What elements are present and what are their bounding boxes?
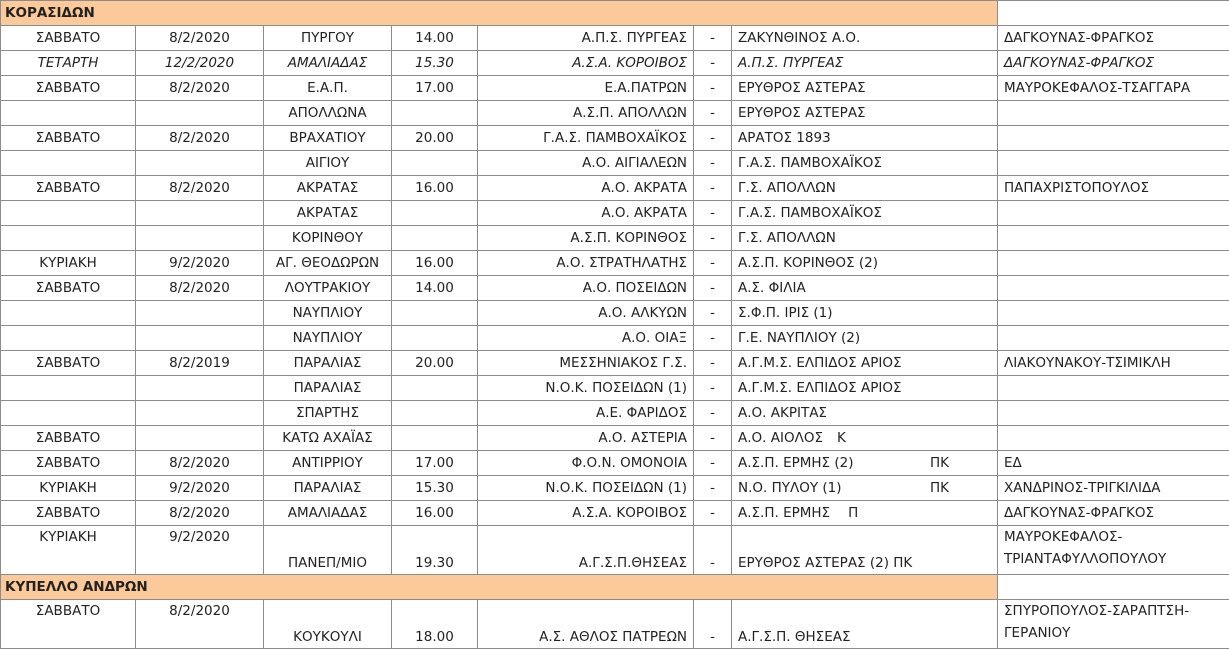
table-row: [1, 376, 1229, 401]
separator-cell: -: [694, 501, 732, 526]
date-cell: 12/2/2020: [136, 51, 264, 76]
day-cell: ΣΑΒΒΑΤΟ: [1, 426, 136, 451]
day-cell: ΣΑΒΒΑΤΟ: [1, 26, 136, 51]
away-team-cell: [732, 326, 998, 351]
date-cell: 8/2/2020: [136, 451, 264, 476]
venue-cell: ΠΥΡΓΟΥ: [264, 26, 392, 51]
date-cell: 8/2/2020: [136, 600, 264, 649]
away-team-cell: [732, 226, 998, 251]
table-row: [1, 251, 1229, 276]
time-cell: 17.00: [392, 76, 478, 101]
day-cell: ΣΑΒΒΑΤΟ: [1, 176, 136, 201]
time-cell: 16.00: [392, 251, 478, 276]
table-row: [1, 526, 1229, 575]
table-row: [1, 326, 1229, 351]
referees-cell: [998, 326, 1229, 351]
home-team-cell: Α.Ο. ΠΟΣΕΙΔΩΝ: [478, 276, 694, 301]
venue-cell: ΑΝΤΙΡΡΙΟΥ: [264, 451, 392, 476]
referees-cell: [998, 301, 1229, 326]
away-team-cell: [732, 501, 998, 526]
away-team-name: Α.Σ.Π. ΕΡΜΗΣ: [738, 505, 831, 521]
referees-cell: ΠΑΠΑΧΡΙΣΤΟΠΟΥΛΟΣ: [998, 176, 1229, 201]
separator-cell: -: [694, 376, 732, 401]
separator-cell: -: [694, 600, 732, 649]
table-row: [1, 600, 1229, 649]
day-cell: ΚΥΡΙΑΚΗ: [1, 476, 136, 501]
away-team-cell: [732, 301, 998, 326]
referees-cell: ΧΑΝΔΡΙΝΟΣ-ΤΡΙΓΚΙΛΙΔΑ: [998, 476, 1229, 501]
venue-cell: ΑΚΡΑΤΑΣ: [264, 201, 392, 226]
away-team-name: Α.Ο. ΑΙΟΛΟΣ: [738, 430, 823, 446]
match-note: Π: [848, 505, 859, 521]
referees-cell: ΣΠΥΡΟΠΟΥΛΟΣ-ΣΑΡΑΠΤΣΗ-ΓΕΡΑΝΙΟΥ: [998, 600, 1229, 649]
referees-cell: [998, 401, 1229, 426]
venue-cell: ΑΚΡΑΤΑΣ: [264, 176, 392, 201]
separator-cell: -: [694, 526, 732, 575]
time-cell: 20.00: [392, 126, 478, 151]
date-cell: [136, 376, 264, 401]
separator-cell: -: [694, 176, 732, 201]
away-team-cell: [732, 251, 998, 276]
day-cell: ΣΑΒΒΑΤΟ: [1, 451, 136, 476]
referees-cell: [998, 226, 1229, 251]
day-cell: [1, 226, 136, 251]
separator-cell: -: [694, 151, 732, 176]
away-team-name: Ν.Ο. ΠΥΛΟΥ (1): [738, 480, 842, 496]
date-cell: [136, 101, 264, 126]
day-cell: ΣΑΒΒΑΤΟ: [1, 600, 136, 649]
home-team-cell: Γ.Α.Σ. ΠΑΜΒΟΧΑΪΚΟΣ: [478, 126, 694, 151]
away-team-cell: [732, 126, 998, 151]
date-cell: 8/2/2020: [136, 76, 264, 101]
referees-cell: [998, 101, 1229, 126]
away-team-name: Α.Σ.Π. ΕΡΜΗΣ (2): [738, 455, 854, 471]
venue-cell: ΝΑΥΠΛΙΟΥ: [264, 301, 392, 326]
away-team-name: Α.Σ.Π. ΚΟΡΙΝΘΟΣ (2): [738, 255, 878, 271]
table-row: [1, 351, 1229, 376]
day-cell: ΚΥΡΙΑΚΗ: [1, 251, 136, 276]
home-team-cell: Ν.Ο.Κ. ΠΟΣΕΙΔΩΝ (1): [478, 376, 694, 401]
venue-cell: ΣΠΑΡΤΗΣ: [264, 401, 392, 426]
time-cell: 14.00: [392, 26, 478, 51]
table-row: [1, 76, 1229, 101]
away-team-name: Α.Γ.Μ.Σ. ΕΛΠΙΔΟΣ ΑΡΙΟΣ: [738, 380, 902, 396]
separator-cell: -: [694, 276, 732, 301]
time-cell: 20.00: [392, 351, 478, 376]
venue-cell: ΛΟΥΤΡΑΚΙΟΥ: [264, 276, 392, 301]
date-cell: [136, 401, 264, 426]
away-team-cell: [732, 51, 998, 76]
time-cell: 16.00: [392, 501, 478, 526]
date-cell: [136, 301, 264, 326]
venue-cell: Ε.Α.Π.: [264, 76, 392, 101]
away-team-cell: [732, 401, 998, 426]
home-team-cell: Α.Γ.Σ.Π.ΘΗΣΕΑΣ: [478, 526, 694, 575]
time-cell: [392, 326, 478, 351]
home-team-cell: Α.Ο. ΑΙΓΙΑΛΕΩΝ: [478, 151, 694, 176]
day-cell: ΣΑΒΒΑΤΟ: [1, 501, 136, 526]
away-team-cell: [732, 76, 998, 101]
section-title: ΚΟΡΑΣΙΔΩΝ: [1, 1, 998, 26]
day-cell: ΣΑΒΒΑΤΟ: [1, 351, 136, 376]
day-cell: [1, 401, 136, 426]
venue-cell: ΚΟΡΙΝΘΟΥ: [264, 226, 392, 251]
venue-cell: ΠΑΝΕΠ/ΜΙΟ: [264, 526, 392, 575]
home-team-cell: Α.Σ.Α. ΚΟΡΟΙΒΟΣ: [478, 51, 694, 76]
time-cell: 18.00: [392, 600, 478, 649]
date-cell: 8/2/2019: [136, 351, 264, 376]
away-team-name: ΕΡΥΘΡΟΣ ΑΣΤΕΡΑΣ (2) ΠΚ: [738, 555, 913, 571]
table-row: [1, 301, 1229, 326]
away-team-cell: [732, 526, 998, 575]
time-cell: 15.30: [392, 51, 478, 76]
table-row: [1, 276, 1229, 301]
away-team-name: Γ.Α.Σ. ΠΑΜΒΟΧΑΪΚΟΣ: [738, 155, 882, 171]
venue-cell: ΑΙΓΙΟΥ: [264, 151, 392, 176]
section-header-blank: [998, 575, 1229, 600]
table-row: [1, 501, 1229, 526]
time-cell: [392, 401, 478, 426]
referees-cell: ΔΑΓΚΟΥΝΑΣ-ΦΡΑΓΚΟΣ: [998, 51, 1229, 76]
home-team-cell: Α.Σ. ΑΘΛΟΣ ΠΑΤΡΕΩΝ: [478, 600, 694, 649]
table-row: [1, 26, 1229, 51]
away-team-name: Γ.Σ. ΑΠΟΛΛΩΝ: [738, 180, 836, 196]
away-team-name: ΕΡΥΘΡΟΣ ΑΣΤΕΡΑΣ: [738, 80, 866, 96]
separator-cell: -: [694, 26, 732, 51]
venue-cell: ΒΡΑΧΑΤΙΟΥ: [264, 126, 392, 151]
date-cell: [136, 201, 264, 226]
separator-cell: -: [694, 201, 732, 226]
date-cell: 8/2/2020: [136, 276, 264, 301]
referees-cell: [998, 126, 1229, 151]
date-cell: 9/2/2020: [136, 476, 264, 501]
home-team-cell: Α.Π.Σ. ΠΥΡΓΕΑΣ: [478, 26, 694, 51]
venue-cell: ΠΑΡΑΛΙΑΣ: [264, 376, 392, 401]
away-team-name: Α.Π.Σ. ΠΥΡΓΕΑΣ: [738, 55, 844, 71]
time-cell: [392, 301, 478, 326]
date-cell: 8/2/2020: [136, 126, 264, 151]
day-cell: [1, 201, 136, 226]
table-row: [1, 451, 1229, 476]
separator-cell: -: [694, 351, 732, 376]
day-cell: ΣΑΒΒΑΤΟ: [1, 76, 136, 101]
date-cell: 9/2/2020: [136, 526, 264, 575]
home-team-cell: Α.Ο. ΣΤΡΑΤΗΛΑΤΗΣ: [478, 251, 694, 276]
table-row: [1, 226, 1229, 251]
away-team-cell: [732, 376, 998, 401]
home-team-cell: Α.Ο. ΟΙΑΞ: [478, 326, 694, 351]
time-cell: [392, 201, 478, 226]
venue-cell: ΑΜΑΛΙΑΔΑΣ: [264, 51, 392, 76]
separator-cell: -: [694, 426, 732, 451]
separator-cell: -: [694, 101, 732, 126]
time-cell: [392, 226, 478, 251]
match-note: ΠΚ: [930, 455, 950, 471]
away-team-name: Γ.Σ. ΑΠΟΛΛΩΝ: [738, 230, 836, 246]
venue-cell: ΝΑΥΠΛΙΟΥ: [264, 326, 392, 351]
day-cell: [1, 101, 136, 126]
table-row: [1, 426, 1229, 451]
venue-cell: ΚΑΤΩ ΑΧΑΪΑΣ: [264, 426, 392, 451]
away-team-name: Γ.Α.Σ. ΠΑΜΒΟΧΑΪΚΟΣ: [738, 205, 882, 221]
day-cell: ΣΑΒΒΑΤΟ: [1, 276, 136, 301]
away-team-name: Σ.Φ.Π. ΙΡΙΣ (1): [738, 305, 833, 321]
home-team-cell: Α.Ο. ΑΣΤΕΡΙΑ: [478, 426, 694, 451]
day-cell: [1, 301, 136, 326]
time-cell: 14.00: [392, 276, 478, 301]
day-cell: [1, 151, 136, 176]
time-cell: [392, 376, 478, 401]
away-team-name: ΑΡΑΤΟΣ 1893: [738, 130, 831, 146]
table-row: [1, 126, 1229, 151]
away-team-cell: [732, 451, 998, 476]
home-team-cell: Α.Ο. ΑΛΚΥΩΝ: [478, 301, 694, 326]
referees-cell: [998, 426, 1229, 451]
away-team-cell: [732, 26, 998, 51]
day-cell: [1, 376, 136, 401]
fixtures-body: [1, 1, 1229, 649]
home-team-cell: Α.Ε. ΦΑΡΙΔΟΣ: [478, 401, 694, 426]
away-team-name: Α.Σ. ΦΙΛΙΑ: [738, 280, 806, 296]
date-cell: 9/2/2020: [136, 251, 264, 276]
table-row: [1, 401, 1229, 426]
venue-cell: ΑΜΑΛΙΑΔΑΣ: [264, 501, 392, 526]
home-team-cell: Ε.Α.ΠΑΤΡΩΝ: [478, 76, 694, 101]
time-cell: 17.00: [392, 451, 478, 476]
table-row: [1, 476, 1229, 501]
separator-cell: -: [694, 401, 732, 426]
home-team-cell: Α.Σ.Π. ΚΟΡΙΝΘΟΣ: [478, 226, 694, 251]
home-team-cell: Α.Σ.Π. ΑΠΟΛΛΩΝ: [478, 101, 694, 126]
time-cell: 16.00: [392, 176, 478, 201]
time-cell: [392, 101, 478, 126]
separator-cell: -: [694, 76, 732, 101]
referees-cell: [998, 376, 1229, 401]
section-header: [1, 1, 1229, 26]
match-note: Κ: [836, 430, 846, 446]
date-cell: [136, 226, 264, 251]
referees-cell: [998, 201, 1229, 226]
separator-cell: -: [694, 126, 732, 151]
venue-cell: ΠΑΡΑΛΙΑΣ: [264, 476, 392, 501]
match-note: ΠΚ: [930, 480, 950, 496]
separator-cell: -: [694, 476, 732, 501]
date-cell: [136, 426, 264, 451]
referees-cell: ΕΔ: [998, 451, 1229, 476]
away-team-name: Γ.Ε. ΝΑΥΠΛΙΟΥ (2): [738, 330, 861, 346]
section-header: [1, 575, 1229, 600]
table-row: [1, 151, 1229, 176]
table-row: [1, 101, 1229, 126]
away-team-name: ΕΡΥΘΡΟΣ ΑΣΤΕΡΑΣ: [738, 105, 866, 121]
referees-cell: [998, 251, 1229, 276]
away-team-cell: [732, 201, 998, 226]
day-cell: ΚΥΡΙΑΚΗ: [1, 526, 136, 575]
day-cell: ΣΑΒΒΑΤΟ: [1, 126, 136, 151]
time-cell: [392, 151, 478, 176]
date-cell: [136, 151, 264, 176]
time-cell: [392, 426, 478, 451]
date-cell: [136, 326, 264, 351]
day-cell: ΤΕΤΑΡΤΗ: [1, 51, 136, 76]
date-cell: 8/2/2020: [136, 176, 264, 201]
venue-cell: ΚΟΥΚΟΥΛΙ: [264, 600, 392, 649]
referees-cell: ΔΑΓΚΟΥΝΑΣ-ΦΡΑΓΚΟΣ: [998, 501, 1229, 526]
away-team-cell: [732, 600, 998, 649]
away-team-cell: [732, 426, 998, 451]
separator-cell: -: [694, 51, 732, 76]
away-team-cell: [732, 276, 998, 301]
referees-cell: ΔΑΓΚΟΥΝΑΣ-ΦΡΑΓΚΟΣ: [998, 26, 1229, 51]
separator-cell: -: [694, 226, 732, 251]
away-team-cell: [732, 151, 998, 176]
separator-cell: -: [694, 326, 732, 351]
section-title: ΚΥΠΕΛΛΟ ΑΝΔΡΩΝ: [1, 575, 998, 600]
away-team-name: Α.Γ.Μ.Σ. ΕΛΠΙΔΟΣ ΑΡΙΟΣ: [738, 355, 902, 371]
table-row: [1, 201, 1229, 226]
referees-cell: [998, 276, 1229, 301]
home-team-cell: ΜΕΣΣΗΝΙΑΚΟΣ Γ.Σ.: [478, 351, 694, 376]
table-row: [1, 51, 1229, 76]
referees-cell: ΜΑΥΡΟΚΕΦΑΛΟΣ-ΤΡΙΑΝΤΑΦΥΛΛΟΠΟΥΛΟΥ: [998, 526, 1229, 575]
away-team-name: Α.Ο. ΑΚΡΙΤΑΣ: [738, 405, 827, 421]
home-team-cell: Φ.Ο.Ν. ΟΜΟΝΟΙΑ: [478, 451, 694, 476]
home-team-cell: Α.Σ.Α. ΚΟΡΟΙΒΟΣ: [478, 501, 694, 526]
day-cell: [1, 326, 136, 351]
home-team-cell: Ν.Ο.Κ. ΠΟΣΕΙΔΩΝ (1): [478, 476, 694, 501]
section-header-blank: [998, 1, 1229, 26]
away-team-cell: [732, 101, 998, 126]
referees-cell: ΜΑΥΡΟΚΕΦΑΛΟΣ-ΤΣΑΓΓΑΡΑ: [998, 76, 1229, 101]
referees-cell: [998, 151, 1229, 176]
venue-cell: ΑΠΟΛΛΩΝΑ: [264, 101, 392, 126]
time-cell: 19.30: [392, 526, 478, 575]
home-team-cell: Α.Ο. ΑΚΡΑΤΑ: [478, 201, 694, 226]
venue-cell: ΠΑΡΑΛΙΑΣ: [264, 351, 392, 376]
separator-cell: -: [694, 251, 732, 276]
referees-cell: ΛΙΑΚΟΥΝΑΚΟΥ-ΤΣΙΜΙΚΛΗ: [998, 351, 1229, 376]
separator-cell: -: [694, 451, 732, 476]
away-team-name: ΖΑΚΥΝΘΙΝΟΣ Α.Ο.: [738, 30, 861, 46]
away-team-cell: [732, 476, 998, 501]
date-cell: 8/2/2020: [136, 26, 264, 51]
date-cell: 8/2/2020: [136, 501, 264, 526]
home-team-cell: Α.Ο. ΑΚΡΑΤΑ: [478, 176, 694, 201]
away-team-cell: [732, 351, 998, 376]
away-team-name: Α.Γ.Σ.Π. ΘΗΣΕΑΣ: [738, 629, 851, 645]
table-row: [1, 176, 1229, 201]
venue-cell: ΑΓ. ΘΕΟΔΩΡΩΝ: [264, 251, 392, 276]
separator-cell: -: [694, 301, 732, 326]
time-cell: 15.30: [392, 476, 478, 501]
away-team-cell: [732, 176, 998, 201]
